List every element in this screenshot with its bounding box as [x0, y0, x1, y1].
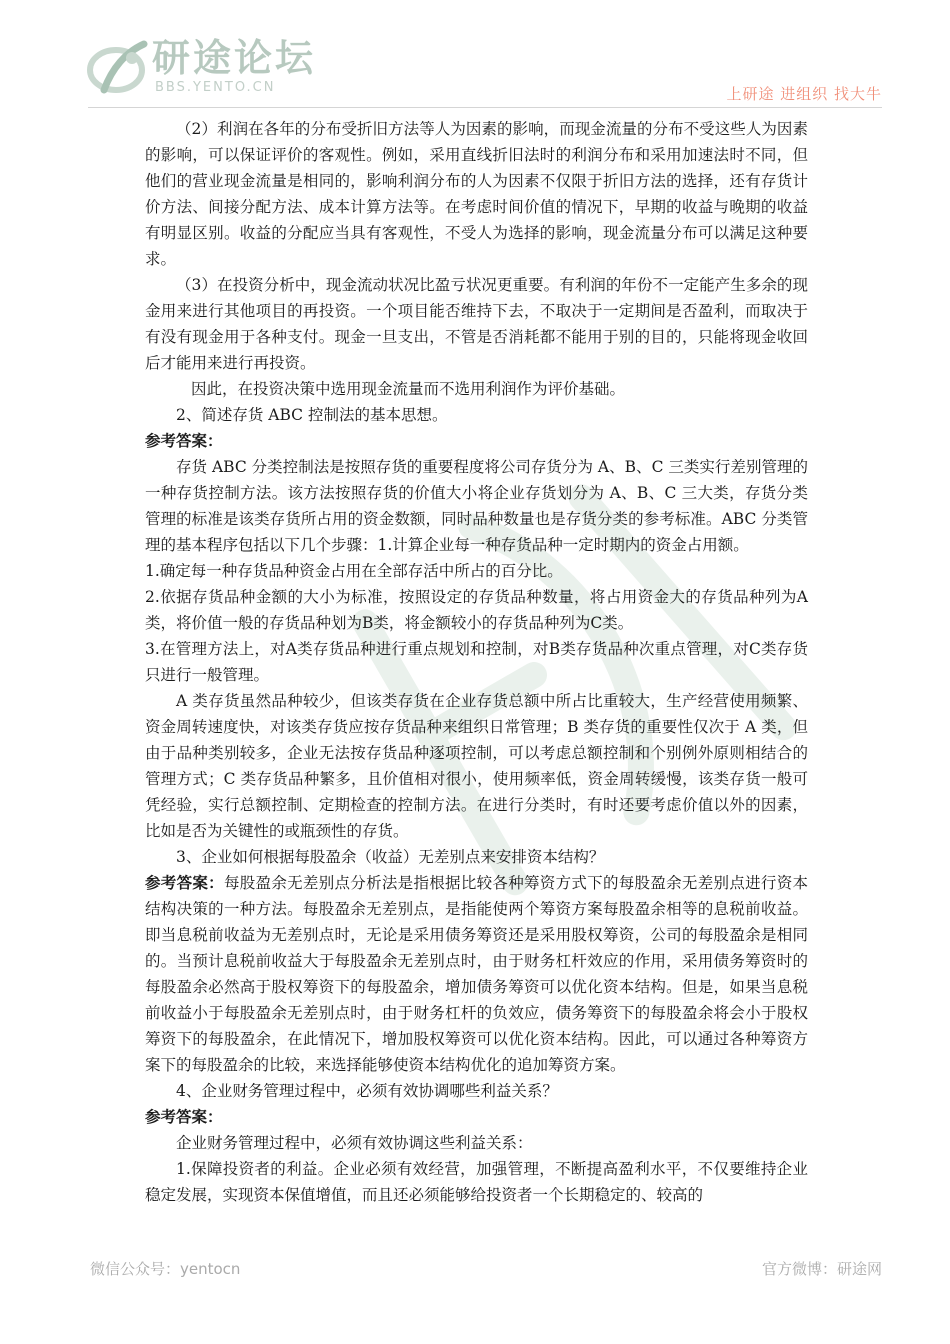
answer-3-text: 每股盈余无差别点分析法是指根据比较各种筹资方式下的每股盈余无差别点进行资本结构决策的一种方法。每股盈余无差别点，是指能使两个筹资方案每股盈余相等的息税前收益。即当息税前收益为无差别点时，无论是采用债务筹资还是采用股权筹资，公司的每股盈余是相同的。当预计息税前收益大于每股盈余无差别点时，由于财务杠杆效应的作用，采用债务筹资时的每股盈余必然高于股权筹资下的每股盈余，增加债务筹资可以优化资本结构。但是，如果当息税前收益小于每股盈余无差别点时，由于财务杠杆的负效应，债务筹资下的每股盈余将会小于股权筹资下的每股盈余，在此情况下，增加股权筹资可以优化资本结构。因此，可以通过各种筹资方案下的每股盈余的比较，来选择能够使资本结构优化的追加筹资方案。	[145, 874, 808, 1074]
paragraph-interests-intro: 企业财务管理过程中，必须有效协调这些利益关系：	[176, 1134, 533, 1152]
paragraph-conclusion: 因此，在投资决策中选用现金流量而不选用利润作为评价基础。	[191, 380, 626, 398]
answer-label: 参考答案：	[145, 1107, 223, 1126]
logo-subtitle: BBS.YENTO.CN	[155, 80, 276, 95]
paragraph-investor-interest: 1.保障投资者的利益。企业必须有效经营，加强管理，不断提高盈利水平，不仅要维持企业稳定发展，实现资本保值增值，而且还必须能够给投资者一个长期稳定的、较高的	[145, 1160, 808, 1204]
paragraph-abc-detail: A 类存货虽然品种较少，但该类存货在企业存货总额中所占比重较大，生产经营使用频繁、资金周转速度快，对该类存货应按存货品种来组织日常管理；B 类存货的重要性仅次于 A 类，但由于品种类别较多，企业无法按存货品种逐项控制，可以考虑总额控制和个别例外原则相结合的管理方式；C 类存货品种繁多，且价值相对很小，使用频率低，资金周转缓慢，该类存货一般可凭经验，实行总额控制、定期检查的控制方法。在进行分类时，有时还要考虑价值以外的因素，比如是否为关键性的或瓶颈性的存货。	[145, 692, 808, 840]
answer-3	[145, 870, 808, 1078]
header-divider	[88, 107, 882, 108]
footer-wechat: 微信公众号：yentocn	[90, 1260, 241, 1278]
page-header	[0, 0, 950, 110]
answer-label: 参考答案：	[145, 431, 223, 450]
footer-weibo: 官方微博：研途网	[761, 1260, 882, 1278]
paragraph-profit-distribution: （2）利润在各年的分布受折旧方法等人为因素的影响，而现金流量的分布不受这些人为因素的影响，可以保证评价的客观性。例如，采用直线折旧法时的利润分布和采用加速法时不同，但他们的营业现金流量是相同的，影响利润分布的人为因素不仅限于折旧方法的选择，还有存货计价方法、间接分配方法、成本计算方法等。在考虑时间价值的情况下，早期的收益与晚期的收益有明显区别。收益的分配应当具有客观性，不受人为选择的影响，现金流量分布可以满足这种要求。	[145, 120, 808, 268]
list-item: 3.在管理方法上，对A类存货品种进行重点规划和控制，对B类存货品种次重点管理，对C类存货只进行一般管理。	[145, 640, 808, 684]
paragraph-cash-flow-importance: （3）在投资分析中，现金流动状况比盈亏状况更重要。有利润的年份不一定能产生多余的现金用来进行其他项目的再投资。一个项目能否维持下去，不取决于一定期间是否盈利，而取决于有没有现金用于各种支付。现金一旦支出，不管是否消耗都不能用于别的目的，只能将现金收回后才能用来进行再投资。	[145, 276, 808, 372]
logo-text: 研途论坛	[152, 36, 317, 80]
list-item: 2.依据存货品种金额的大小为标准，按照设定的存货品种数量，将占用资金大的存货品种列为A类，将价值一般的存货品种划为B类，将金额较小的存货品种列为C类。	[145, 588, 808, 632]
question-4: 4、企业财务管理过程中，必须有效协调哪些利益关系？	[176, 1082, 558, 1100]
question-3: 3、企业如何根据每股盈余（收益）无差别点来安排资本结构？	[176, 848, 605, 866]
header-slogan: 上研途 进组织 找大牛	[726, 85, 882, 103]
list-item: 1.确定每一种存货品种资金占用在全部存活中所占的百分比。	[145, 562, 563, 580]
question-2: 2、简述存货 ABC 控制法的基本思想。	[176, 406, 448, 424]
yento-logo-icon	[86, 38, 156, 98]
answer-label: 参考答案：	[145, 873, 224, 892]
paragraph-abc-intro: 存货 ABC 分类控制法是按照存货的重要程度将公司存货分为 A、B、C 三类实行差别管理的一种存货控制方法。该方法按照存货的价值大小将企业存货划分为 A、B、C 三大类，存货分类管理的标准是该类存货所占用的资金数额，同时品种数量也是存货分类的参考标准。ABC 分类管理的基本程序包括以下几个步骤：1.计算企业每一种存货品种一定时期内的资金占用额。	[145, 458, 808, 554]
document-body	[145, 116, 808, 1208]
